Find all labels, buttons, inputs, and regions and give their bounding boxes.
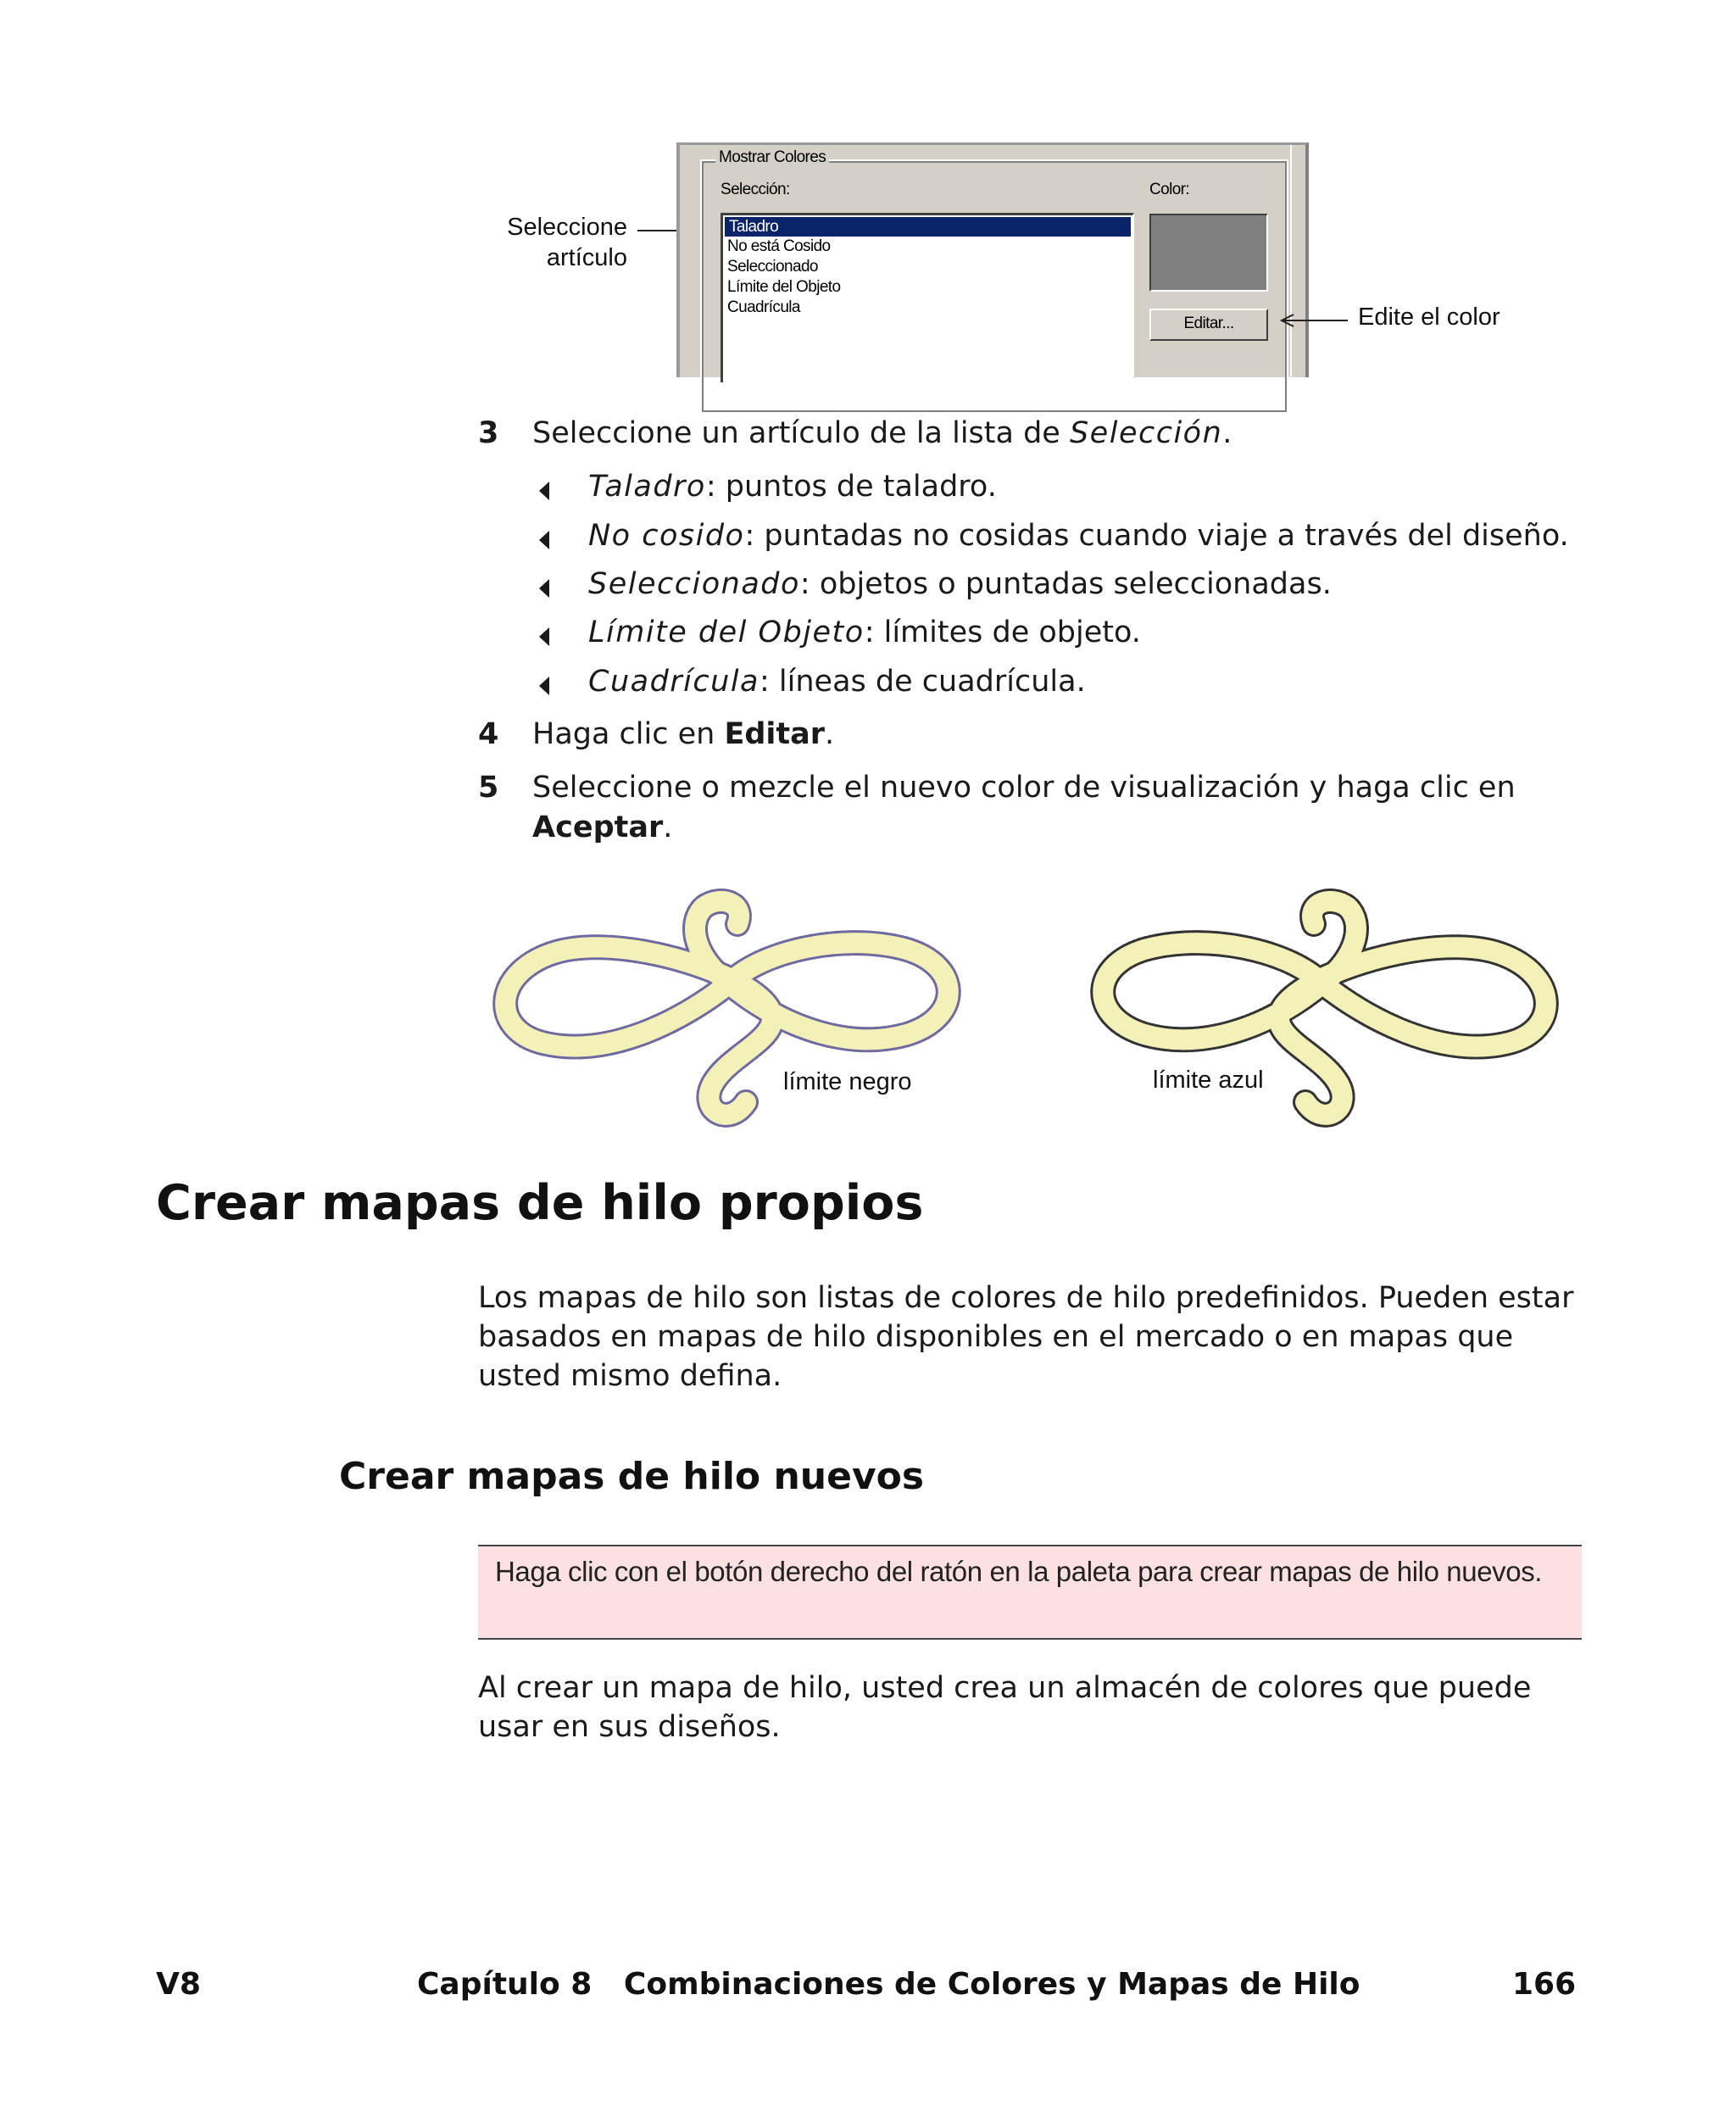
color-label: Color: <box>1149 181 1190 198</box>
bullet-desc: : líneas de cuadrícula. <box>760 665 1086 699</box>
list-item[interactable]: No está Cosido <box>727 237 831 255</box>
list-item[interactable]: Límite del Objeto <box>727 278 841 296</box>
bullet-triangle-icon <box>539 531 549 549</box>
bullet-text <box>588 613 1141 653</box>
bullet-text <box>588 565 1332 604</box>
tip-note-text: Haga clic con el botón derecho del ratón en la paleta para crear mapas de hilo nuevos. <box>495 1556 1543 1587</box>
bullet-text <box>588 516 1569 556</box>
list-item[interactable]: Taladro <box>725 217 1131 237</box>
bullet-term: Cuadrícula <box>588 665 760 699</box>
step-text <box>532 414 1232 454</box>
step-3-text: Seleccione un artículo de la lista de <box>532 416 1070 450</box>
step-4-end: . <box>825 717 835 751</box>
color-swatch <box>1149 214 1268 292</box>
selection-listbox[interactable] <box>721 213 1134 382</box>
footer-page-number: 166 <box>1512 1967 1577 2002</box>
subsection-title: Crear mapas de hilo nuevos <box>339 1455 925 1498</box>
groupbox-title: Mostrar Colores <box>715 148 829 167</box>
step-5-end: . <box>663 811 673 844</box>
section-intro: Los mapas de hilo son listas de colores de hilo predefinidos. Pueden estar basados en mapas de hilo disponibles en el mercado o en mapas que usted mismo defina. <box>478 1281 1574 1393</box>
bullet-term: Seleccionado <box>588 567 800 601</box>
bullet-term: No cosido <box>588 519 745 553</box>
bullet-desc: : límites de objeto. <box>864 616 1141 649</box>
step-number: 3 <box>478 416 499 450</box>
step-number: 5 <box>478 771 499 805</box>
step-text <box>532 768 1516 848</box>
step-text <box>532 715 834 755</box>
label-blue-border: límite azul <box>1153 1067 1264 1094</box>
arrow-edit-color <box>1278 312 1348 329</box>
callout-edit-color: Edite el color <box>1358 304 1500 331</box>
callout-select-text: Seleccione artículo <box>507 214 627 271</box>
bullet-term: Límite del Objeto <box>588 616 865 649</box>
list-item[interactable]: Cuadrícula <box>727 298 800 316</box>
footer-chapter: Capítulo 8 Combinaciones de Colores y Mapas de Hilo <box>417 1967 1360 2002</box>
tip-note <box>478 1545 1582 1640</box>
bullet-desc: : puntos de taladro. <box>705 470 997 504</box>
display-colors-dialog <box>676 142 1309 377</box>
footer-version: V8 <box>156 1967 201 2002</box>
step-5-strong: Aceptar <box>532 811 664 844</box>
bullet-desc: : objetos o puntadas seleccionadas. <box>799 567 1332 601</box>
list-item[interactable]: Seleccionado <box>727 258 818 276</box>
step-3-end: . <box>1222 416 1232 450</box>
bullet-term: Taladro <box>588 470 706 504</box>
bullet-triangle-icon <box>539 579 549 598</box>
dialog-edge <box>1290 145 1305 377</box>
bullet-desc: : puntadas no cosidas cuando viaje a través del diseño. <box>744 519 1569 553</box>
step-number: 4 <box>478 717 499 751</box>
step-4-strong: Editar <box>724 717 826 751</box>
step-4-text: Haga clic en <box>532 717 725 751</box>
section-title: Crear mapas de hilo propios <box>156 1175 924 1231</box>
bullet-triangle-icon <box>539 677 549 695</box>
bullet-triangle-icon <box>539 482 549 500</box>
swirl-figure <box>458 882 1594 1128</box>
edit-color-button[interactable]: Editar... <box>1149 309 1268 341</box>
bullet-triangle-icon <box>539 627 549 646</box>
after-note-paragraph: Al crear un mapa de hilo, usted crea un almacén de colores que puede usar en sus diseños. <box>478 1671 1532 1744</box>
callout-select-item <box>500 212 627 273</box>
step-3-term: Selección <box>1069 416 1223 450</box>
label-black-border: límite negro <box>783 1068 912 1095</box>
bullet-text <box>588 662 1086 702</box>
step-5-text: Seleccione o mezcle el nuevo color de visualización y haga clic en <box>532 771 1516 805</box>
bullet-text <box>588 467 997 507</box>
selection-label: Selección: <box>721 181 790 198</box>
